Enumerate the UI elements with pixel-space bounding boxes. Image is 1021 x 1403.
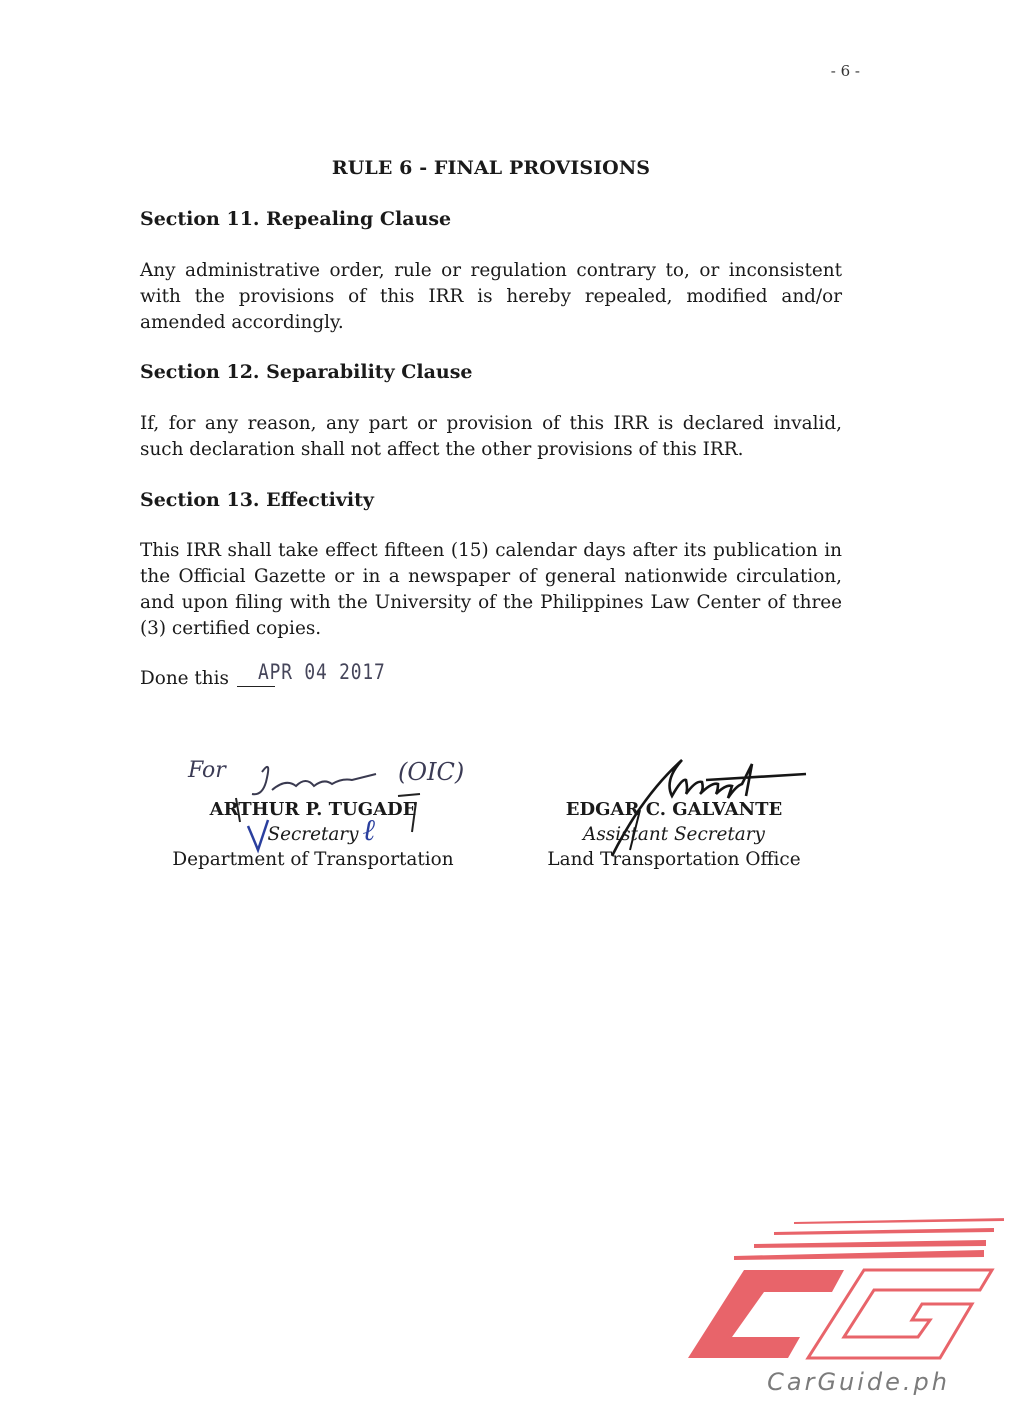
section-13-body: This IRR shall take effect fifteen (15) calendar days after its publication in the Official Gazette or in a newspaper of general nationwide circulation, and upon filing with the University of the Philippines Law Center of three (3) certified copies. (140, 540, 842, 639)
page-number: - 6 - (830, 62, 860, 80)
signatory-right-title: Assistant Secretary (583, 824, 765, 845)
section-11-body: Any administrative order, rule or regulation contrary to, or inconsistent with the provisions of this IRR is hereby repealed, modified and/or amended accordingly. (140, 260, 842, 333)
signatory-right-office: Land Transportation Office (547, 849, 801, 870)
signature-left-scribble (252, 767, 376, 794)
carguide-watermark-text: CarGuide.ph (767, 1368, 950, 1396)
signatory-left-office: Department of Transportation (172, 849, 454, 870)
signatory-right-name: EDGAR C. GALVANTE (565, 799, 783, 820)
signatory-left-title: Secretary (267, 824, 359, 845)
signatory-right (530, 797, 818, 872)
handwritten-oic-note: (OIC) (398, 758, 465, 786)
signatory-left-name: ARTHUR P. TUGADE (209, 799, 417, 820)
signatory-left (155, 797, 471, 872)
section-13-heading: Section 13. Effectivity (140, 489, 374, 511)
handwritten-for-note: For (188, 758, 226, 783)
date-stamp: APR 04 2017 (258, 660, 386, 684)
section-12-heading: Section 12. Separability Clause (140, 361, 473, 383)
section-11-heading: Section 11. Repealing Clause (140, 208, 452, 230)
section-12-body: If, for any reason, any part or provision of this IRR is declared invalid, such declaration shall not affect the other provisions of this IRR. (140, 413, 842, 460)
rule-title: RULE 6 - FINAL PROVISIONS (331, 157, 651, 179)
done-this-label: Done this (140, 668, 229, 689)
blue-initial-mark: ℓ (363, 813, 376, 848)
